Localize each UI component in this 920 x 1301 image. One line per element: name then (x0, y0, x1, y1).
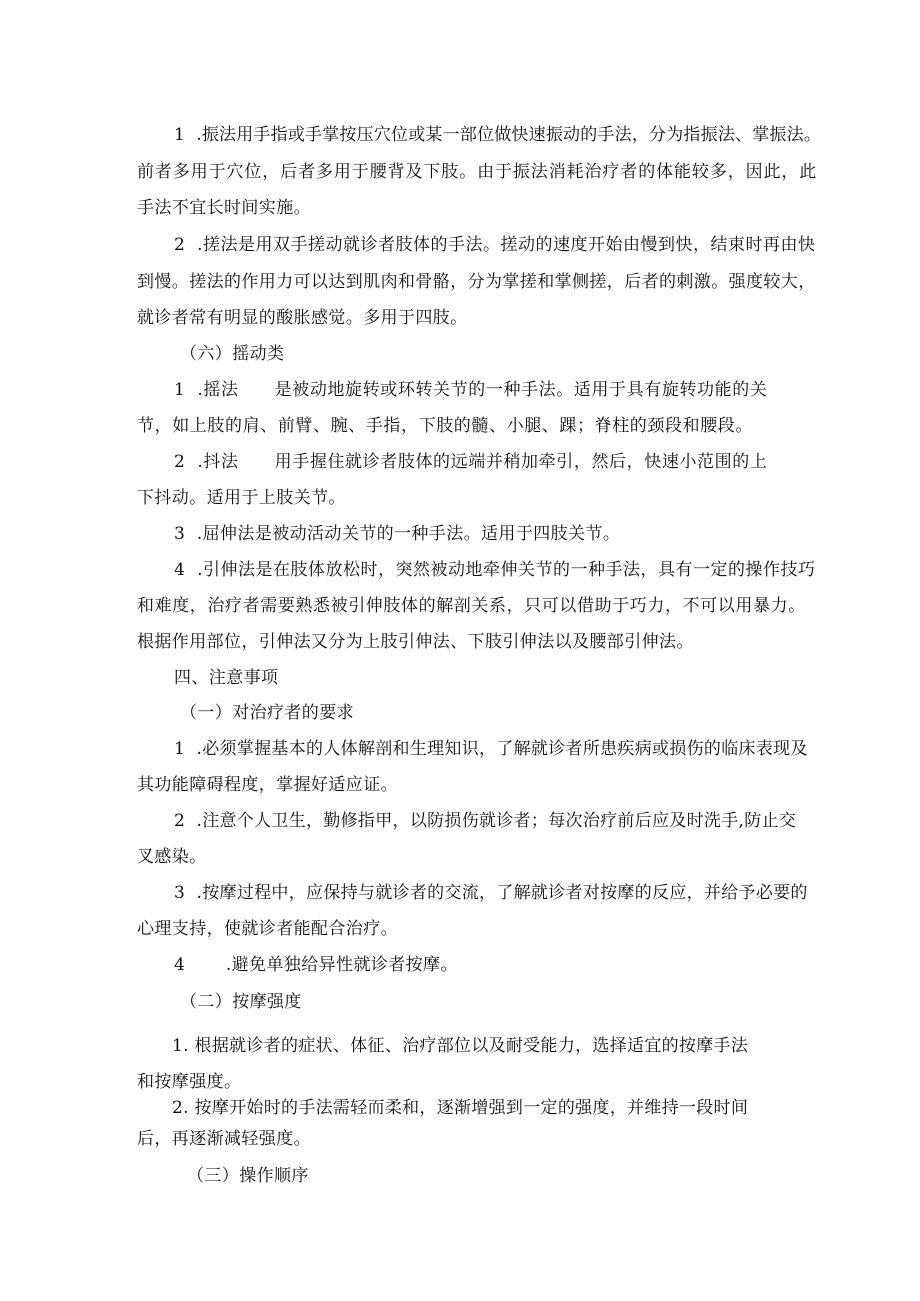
paragraph-line: 下抖动。适用于上肢关节。 (137, 488, 346, 508)
paragraph-line: 心理支持，使就诊者能配合治疗。 (137, 919, 398, 939)
paragraph-line: 其功能障碍程度，掌握好适应证。 (137, 775, 398, 795)
paragraph-line: 前者多用于穴位，后者多用于腰背及下肢。由于振法消耗治疗者的体能较多，因此，此 (137, 162, 818, 182)
subsection-heading: （一）对治疗者的要求 (180, 703, 354, 723)
paragraph-line: 1 .摇法 是被动地旋转或环转关节的一种手法。适用于具有旋转功能的关 (174, 380, 768, 400)
paragraph-line: 手法不宜长时间实施。 (137, 198, 311, 218)
paragraph-line: 和难度，治疗者需要熟悉被引伸肢体的解剖关系，只可以借助于巧力，不可以用暴力。 (137, 596, 806, 616)
paragraph-line: 2 .搓法是用双手搓动就诊者肢体的手法。搓动的速度开始由慢到快，结束时再由快 (174, 235, 816, 255)
paragraph-line: 3 .按摩过程中，应保持与就诊者的交流，了解就诊者对按摩的反应，并给予必要的 (174, 883, 808, 903)
subsection-heading: （三）操作顺序 (187, 1166, 309, 1186)
paragraph-line: 节，如上肢的肩、前臂、腕、手指，下肢的髓、小腿、踝；脊柱的颈段和腰段。 (137, 416, 753, 436)
paragraph-line: 2 .注意个人卫生，勤修指甲，以防损伤就诊者；每次治疗前后应及时洗手,防止交 (174, 811, 797, 831)
paragraph-line: 2. 按摩开始时的手法需轻而柔和，逐渐增强到一定的强度，并维持一段时间 (172, 1098, 749, 1118)
paragraph-line: 就诊者常有明显的酸胀感觉。多用于四肢。 (137, 308, 468, 328)
section-heading: 四、注意事项 (174, 668, 279, 688)
paragraph-line: 后，再逐渐减轻强度。 (137, 1129, 311, 1149)
paragraph-line: 1. 根据就诊者的症状、体征、治疗部位以及耐受能力，选择适宜的按摩手法 (172, 1036, 749, 1056)
subsection-heading: （二）按摩强度 (180, 992, 302, 1012)
paragraph-line: 和按摩强度。 (137, 1072, 242, 1092)
paragraph-line: 1 .必须掌握基本的人体解剖和生理知识，了解就诊者所患疾病或损伤的临床表现及 (174, 739, 808, 759)
paragraph-line: 根据作用部位，引伸法又分为上肢引伸法、下肢引伸法以及腰部引伸法。 (137, 632, 694, 652)
paragraph-line: 叉感染。 (137, 847, 207, 867)
paragraph-line: 2 .抖法 用手握住就诊者肢体的远端并稍加牵引，然后，快速小范围的上 (174, 452, 768, 472)
paragraph-line: 到慢。搓法的作用力可以达到肌肉和骨骼，分为掌搓和掌侧搓，后者的刺激。强度较大， (137, 272, 816, 292)
section-heading: （六）摇动类 (180, 344, 285, 364)
paragraph-line: 3 .屈伸法是被动活动关节的一种手法。适用于四肢关节。 (174, 524, 621, 544)
paragraph-line: 1 .振法用手指或手掌按压穴位或某一部位做快速振动的手法，分为指振法、掌振法。 (174, 125, 822, 145)
paragraph-line: 4 .引伸法是在肢体放松时，突然被动地牵伸关节的一种手法，具有一定的操作技巧 (174, 560, 816, 580)
paragraph-line: 4 .避免单独给异性就诊者按摩。 (174, 955, 458, 975)
